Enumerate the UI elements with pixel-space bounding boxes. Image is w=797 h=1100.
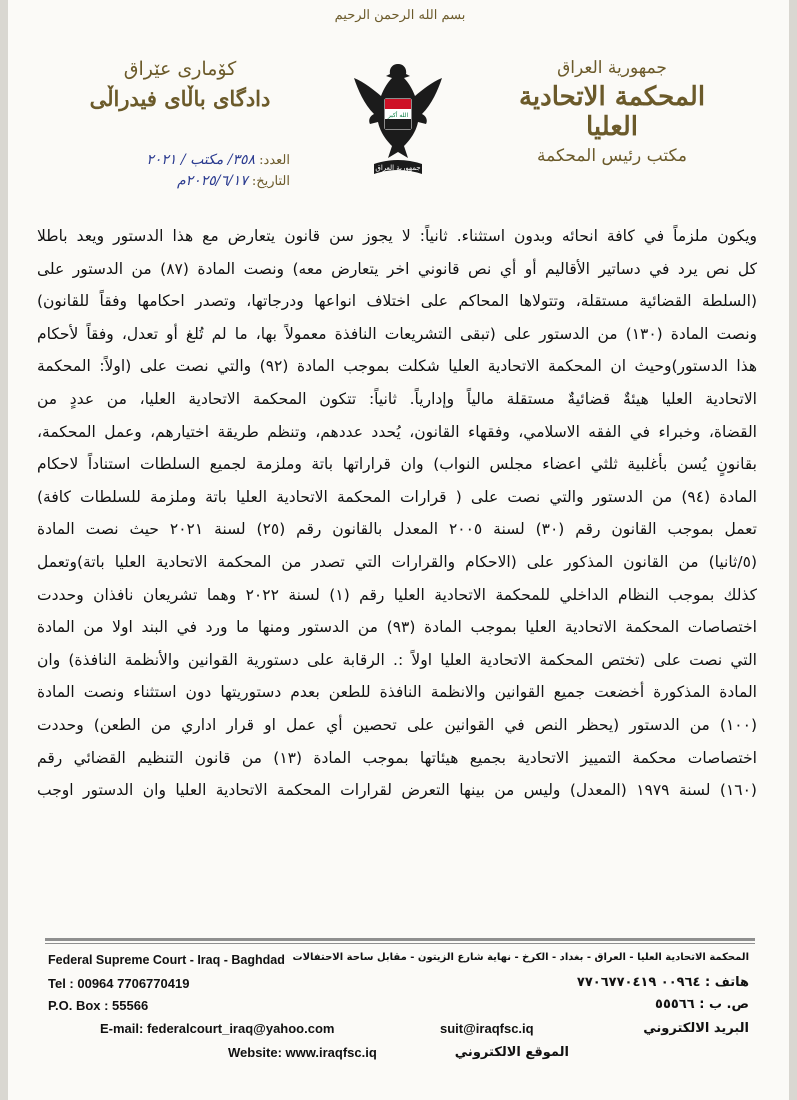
footer-tel-en: Tel : 00964 7706770419 xyxy=(48,976,190,991)
body-line: المادة المذكورة أخضعت جميع القوانين والانظمة النافذة للطعن بعدم دستوريتها دون استثناء ونصت المادة xyxy=(37,683,757,702)
svg-text:الله أكبر: الله أكبر xyxy=(387,112,409,119)
scan-border-left xyxy=(0,0,8,1100)
body-line: اختصاصات المحكمة الاتحادية العليا بموجب المادة (٩٣) من الدستور ومنها ما ورد في البند اولا من المادة xyxy=(37,618,757,637)
scan-border-right xyxy=(789,0,797,1100)
body-line: ونصت المادة (١٣٠) من الدستور على (تبقى التشريعات النافذة معمولاً بها، ما لم تُلغ أو تعدل، وفقاً لأحكام xyxy=(37,324,757,343)
footer-email-en: E-mail: federalcourt_iraq@yahoo.com xyxy=(100,1021,335,1036)
body-line: الاتحادية العليا هيئةٌ قضائيةٌ مستقلة مالياً وإدارياً. ثانياً: تتكون المحكمة الاتحادية العليا، من عددٍ من xyxy=(37,389,757,408)
arabic-court-name: المحكمة الاتحادية العليا xyxy=(518,82,706,142)
letter-body xyxy=(37,220,757,807)
body-line: بقانونٍ يُسن بأغلبية ثلثي اعضاء مجلس النواب) وان قراراتها باتة وملزمة لجميع السلطات استناداً لاحكام xyxy=(37,455,757,474)
footer-pobox-en: P.O. Box : 55566 xyxy=(48,998,149,1013)
reference-number-value: ٣٥٨/ مكتب / ٢٠٢١ xyxy=(146,152,256,168)
reference-block xyxy=(50,150,290,192)
footer-website-ar: الموقع الالكتروني xyxy=(454,1045,569,1060)
reference-date-row xyxy=(50,171,290,192)
footer-divider xyxy=(45,938,755,941)
body-line: (١٦٠) لسنة ١٩٧٩ (المعدل) وليس من بينها التعرض لقرارات المحكمة الاتحادية العليا وان الدستور اوجب xyxy=(37,781,757,800)
arabic-country-name: جمهورية العراق xyxy=(557,58,667,78)
body-line: ويكون ملزماً في كافة انحائه وبدون استثناء. ثانياً: لا يجوز سن قانون يتعارض مع هذا الدستور ويعد باطلا xyxy=(37,227,757,245)
reference-date-label: التاريخ: xyxy=(251,174,290,189)
footer-divider-thin xyxy=(45,943,755,944)
arabic-office-name: مكتب رئيس المحكمة xyxy=(537,146,687,166)
kurdish-country-name: كۆماری عێراق xyxy=(123,58,237,80)
emblem-caption: جمهورية العراق xyxy=(375,164,421,172)
footer-address-ar: المحكمة الاتحادية العليا - العراق - بغداد - الكرخ - نهاية شارع الزيتون - مقابل ساحة الاحتفالات xyxy=(292,952,749,963)
body-line: كذلك بموجب النظام الداخلي للمحكمة الاتحادية العليا رقم (١) لسنة ٢٠٢٢ وهما تشريعان نافذان وحددت xyxy=(37,585,757,604)
footer-email-suit: suit@iraqfsc.iq xyxy=(440,1021,534,1036)
eagle-emblem-icon xyxy=(348,60,448,178)
arabic-letterhead xyxy=(497,58,727,166)
reference-date-value: ٢٠٢٥/٦/١٧م xyxy=(176,173,248,189)
body-line: التي نصت على (تختص المحكمة الاتحادية العليا اولاً :. الرقابة على دستورية القوانين والأنظمة النافذة) وان xyxy=(37,650,757,669)
body-line: (السلطة القضائية مستقلة، وتتولاها المحاكم على اختلاف انواعها ودرجاتها، وتصدر احكامها وفقاً للقانون) xyxy=(37,292,757,311)
kurdish-letterhead xyxy=(60,58,300,111)
footer-pobox-ar: ص. ب : ٥٥٥٦٦ xyxy=(655,997,749,1012)
body-line: (١٠٠) من الدستور (يحظر النص في القوانين على تحصين أي عمل او قرار اداري من الطعن) وحددت xyxy=(37,715,757,734)
footer-tel-ar: هاتف : ٠٠٩٦٤ ٧٧٠٦٧٧٠٤١٩ xyxy=(576,975,749,990)
footer-email-ar: البريد الالكتروني xyxy=(643,1021,749,1036)
footer-address-en: Federal Supreme Court - Iraq - Baghdad xyxy=(48,953,285,967)
reference-number-label: العدد: xyxy=(259,153,290,168)
kurdish-court-name: دادگای باڵای فیدراڵی xyxy=(89,86,271,111)
body-line: كل نص يرد في دساتير الأقاليم أو أي نص قانوني اخر يتعارض معه) ونصت المادة (٨٧) من الدستور على xyxy=(37,259,757,278)
reference-number-row xyxy=(50,150,290,171)
body-line: اختصاصات محكمة التمييز الاتحادية بجميع هيئاتها بموجب المادة (١٣) من قانون التنظيم القضائي رقم xyxy=(37,748,757,767)
body-line: تعمل بموجب القانون رقم (٣٠) لسنة ٢٠٠٥ المعدل بالقانون رقم (٢٥) لسنة ٢٠٢١ حيث نصت المادة xyxy=(37,520,757,539)
basmala: بسم الله الرحمن الرحيم xyxy=(334,8,466,23)
body-line: (٥/ثانيا) من القانون المذكور على (الاحكام والقرارات التي تصدر من المحكمة الاتحادية العليا باتة)وتعمل xyxy=(37,552,757,571)
footer-website-en: Website: www.iraqfsc.iq xyxy=(228,1045,377,1060)
body-line: القضاة، وخبراء في الفقه الاسلامي، وفقهاء القانون، يُحدد عددهم، وتنظم طريقة اختيارهم، وعمل المحكمة، xyxy=(37,422,757,441)
body-line: المادة (٩٤) من الدستور والتي نصت على ( قرارات المحكمة الاتحادية العليا باتة وملزمة للسلطات كافة) xyxy=(37,487,757,506)
body-line: هذا الدستور)وحيث ان المحكمة الاتحادية العليا شكلت بموجب المادة (٩٢) والتي نصت على (اولاً: المحكمة xyxy=(37,357,757,376)
